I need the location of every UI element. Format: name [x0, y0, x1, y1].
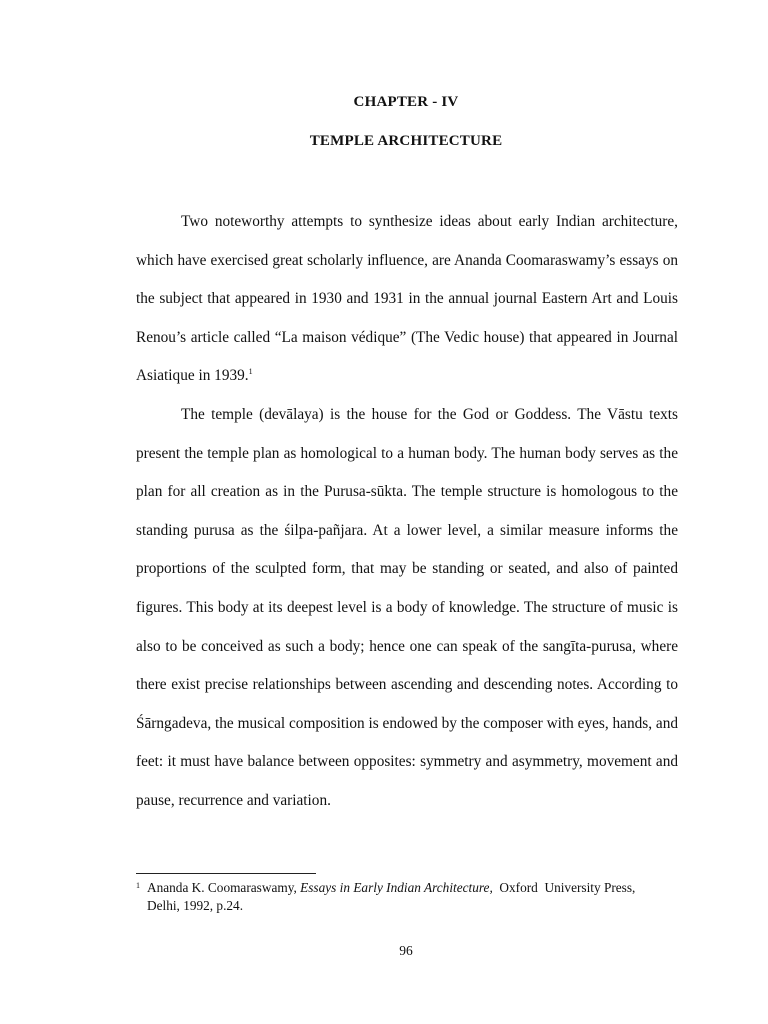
paragraph-1-text: Two noteworthy attempts to synthesize ideas about early Indian architecture, which have exercised great scholarly influence, are Ananda Coomaraswamy’s essays on the subject that appeared in 1930 and 1931 in the annual journal Eastern Art and Louis Renou’s article called “La maison védique” (The Vedic house) that appeared in Journal Asiatique in 1939. [136, 213, 678, 385]
paragraph-2: The temple (devālaya) is the house for the God or Goddess. The Vāstu texts present the temple plan as homological to a human body. The human body serves as the plan for all creation as in the Purusa-sūkta. The temple structure is homologous to the standing purusa as the śilpa-pañjara. At a lower level, a similar measure informs the proportions of the sculpted form, that may be standing or seated, and also of painted figures. This body at its deepest level is a body of knowledge. The structure of music is also to be conceived as such a body; hence one can speak of the sangīta-purusa, where there exist precise relationships between ascending and descending notes. According to Śārngadeva, the musical composition is endowed by the composer with eyes, hands, and feet: it must have balance between opposites: symmetry and asymmetry, movement and pause, recurrence and variation. [136, 405, 678, 809]
footnote-citation [136, 879, 656, 915]
footnote-separator [136, 873, 316, 874]
footnote-1 [136, 879, 656, 915]
chapter-heading: CHAPTER - IV [353, 94, 459, 110]
footnote-place-year: Delhi, 1992, p.24. [147, 898, 244, 913]
page-number: 96 [399, 943, 413, 958]
footnote-author: Ananda K. Coomaraswamy, [147, 880, 301, 895]
footnote-mark: 1 [136, 881, 140, 890]
footnote-publisher: Oxford University Press, [492, 880, 636, 895]
chapter-title: TEMPLE ARCHITECTURE [309, 133, 503, 149]
body-text [136, 203, 678, 821]
footnote-book-title: Essays in Early Indian Architecture, [300, 880, 493, 895]
footnote-reference-1[interactable]: 1 [248, 367, 253, 377]
paragraph-1 [136, 203, 678, 396]
